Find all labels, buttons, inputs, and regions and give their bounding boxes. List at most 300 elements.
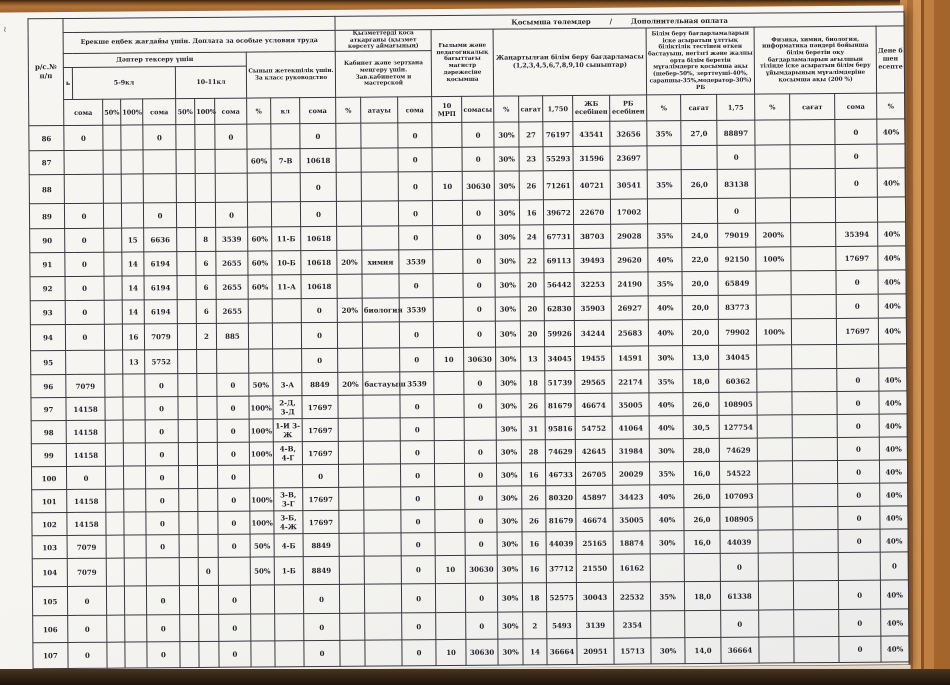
cell: 26 (519, 171, 543, 200)
cell: 56442 (544, 273, 574, 297)
cell (364, 510, 401, 533)
cell: 885 (216, 323, 248, 349)
cell: 10618 (301, 251, 337, 275)
cell (759, 610, 794, 637)
cell: 0 (838, 460, 880, 483)
cell (105, 350, 123, 374)
cell: 25165 (576, 531, 613, 554)
cell: 13,0 (683, 346, 719, 370)
cell: 30% (497, 509, 522, 532)
cell (179, 535, 198, 558)
cell (218, 557, 250, 585)
cell (124, 586, 146, 615)
cell: 54522 (720, 461, 758, 484)
cell: 10 (436, 640, 466, 666)
cell: 46674 (576, 508, 613, 531)
cell: 35% (649, 370, 683, 393)
cell: 108905 (720, 507, 758, 530)
cell (792, 438, 837, 461)
cell: 35% (648, 224, 682, 248)
cell: 14 (122, 252, 144, 276)
cell: 2655 (216, 251, 248, 275)
cell: 8849 (303, 557, 339, 585)
cell: 0 (398, 148, 432, 172)
col-header: кл (271, 98, 300, 124)
cell: 0 (401, 487, 435, 510)
cell (434, 418, 464, 441)
cell (337, 226, 362, 250)
cell (179, 558, 198, 586)
cell: 0 (837, 391, 879, 414)
cell: 0 (462, 200, 494, 225)
cell: 26 (522, 486, 546, 509)
cell: 30% (498, 612, 523, 639)
cell: 38703 (574, 224, 611, 248)
cell: 40721 (573, 170, 610, 199)
cell: 22,0 (682, 248, 718, 272)
cell: 10-Б (272, 251, 301, 275)
cell: 32253 (574, 272, 611, 296)
cell: 30630 (464, 347, 496, 371)
cell: 14591 (612, 346, 649, 370)
cell: 3539 (216, 227, 248, 251)
col-header: % (336, 97, 361, 123)
col-header: 100% (195, 98, 215, 124)
cell: 34045 (719, 345, 757, 369)
salary-table-wrap (27, 11, 909, 669)
cell (177, 228, 196, 252)
cell: 35005 (612, 393, 649, 416)
cell (273, 465, 302, 488)
cell: 30% (497, 486, 522, 509)
cell: 28,0 (683, 439, 719, 462)
cell (198, 585, 218, 614)
cell (178, 350, 197, 374)
cell: 40% (879, 414, 907, 437)
cell: 43541 (573, 121, 610, 146)
cell: 1-И 3-Ж (273, 419, 302, 442)
cell (794, 610, 839, 637)
cell (361, 123, 398, 148)
cell: 0 (217, 442, 249, 465)
cell: 0 (401, 533, 435, 556)
cell: 42645 (575, 439, 612, 462)
cell: 0 (303, 585, 339, 614)
cell (250, 585, 274, 614)
row-number: 91 (30, 253, 65, 277)
cell (103, 150, 121, 174)
cell: 2 (196, 323, 216, 349)
cell: 46733 (546, 463, 576, 486)
cell (106, 558, 124, 586)
cell: 0 (466, 583, 498, 612)
header-cabinet-management: Кабинет және зертхана меңгеру үшін. Зав.кабинетом и мастерской (335, 51, 431, 98)
cell: 30630 (465, 555, 497, 583)
cell: 17697 (836, 318, 878, 344)
cell (681, 146, 717, 170)
cell (106, 512, 124, 535)
cell: 0 (399, 274, 433, 298)
cell (106, 489, 124, 512)
cell (104, 324, 122, 350)
cell (361, 172, 398, 201)
cell (215, 149, 247, 173)
cell: 0 (304, 641, 340, 667)
row-number: 97 (31, 398, 66, 421)
cell: 7079 (66, 374, 105, 397)
cell: 26,0 (684, 485, 720, 508)
cell (64, 150, 103, 174)
cell: 8849 (302, 373, 338, 396)
cell (794, 637, 839, 663)
cell (757, 369, 792, 392)
cell (123, 397, 145, 420)
cell: 40% (878, 294, 906, 318)
cell (337, 274, 362, 298)
cell: 14 (523, 639, 547, 665)
cell: 30% (498, 583, 523, 612)
cell: 40% (878, 318, 906, 344)
row-number: 96 (31, 375, 66, 398)
cell: 17697 (302, 419, 338, 442)
cell: 2655 (216, 275, 248, 299)
cell (363, 395, 400, 418)
cell: 0 (219, 614, 251, 641)
cell: 17697 (836, 246, 878, 270)
row-number: 99 (31, 444, 66, 467)
cell (434, 372, 464, 395)
cell: 30% (496, 440, 521, 463)
cell: 16 (122, 324, 144, 350)
cell: 2655 (216, 299, 248, 323)
cell (790, 120, 835, 145)
cell (757, 345, 792, 369)
cell (790, 169, 835, 198)
cell (143, 174, 176, 203)
cell: 0 (462, 147, 494, 171)
cell (103, 174, 121, 203)
cell (121, 125, 143, 150)
cell: 16,0 (684, 462, 720, 485)
cell: 20029 (613, 462, 650, 485)
cell: 0 (304, 614, 340, 641)
header-banner: Қосымша төлемдер / Дополнительная оплата (335, 12, 904, 30)
cell: 30% (651, 638, 685, 664)
header-pe-fragment: Дене б шен есепте (876, 26, 905, 93)
cell: 32656 (610, 121, 647, 146)
cell: 0 (465, 486, 497, 509)
cell (435, 464, 465, 487)
col-header: сағат (681, 95, 717, 121)
cell: 40% (878, 246, 906, 270)
cell: 10 (435, 556, 465, 584)
cell (179, 586, 198, 615)
cell: 39672 (543, 200, 573, 225)
cell: 60362 (719, 369, 757, 392)
cell: 83138 (717, 169, 755, 198)
cell (340, 584, 365, 613)
cell: 41064 (612, 416, 649, 439)
cell (176, 203, 195, 228)
cell: 40% (880, 506, 908, 529)
cell: 23697 (610, 146, 647, 170)
cell: 7079 (144, 324, 177, 350)
cell: 0 (145, 374, 178, 397)
cell (433, 226, 463, 250)
cell: 20951 (577, 638, 614, 664)
col-header: сома (64, 99, 103, 125)
cell (432, 201, 462, 226)
cell (759, 637, 794, 663)
cell (104, 276, 122, 300)
cell (650, 554, 684, 582)
cell (339, 533, 364, 556)
cell: 0 (399, 226, 433, 250)
cell: 30% (496, 394, 521, 417)
cell (179, 512, 198, 535)
cell: 40% (880, 483, 908, 506)
cell: 92150 (718, 247, 756, 271)
cell: 40% (650, 508, 684, 531)
cell: 0 (400, 418, 434, 441)
cell: 0 (465, 509, 497, 532)
cell: 200% (756, 223, 791, 247)
cell: 0 (301, 323, 337, 349)
cell: 26,0 (684, 508, 720, 531)
cell: 0 (198, 557, 218, 585)
cell: 0 (146, 535, 179, 558)
cell: 14158 (66, 443, 105, 466)
col-header: 50% (103, 99, 121, 125)
cell: 5752 (145, 350, 178, 374)
cell: 40% (879, 437, 907, 460)
cell: 20% (337, 250, 362, 274)
cell: 3-А (273, 373, 302, 396)
cell (757, 415, 792, 438)
cell: 0 (721, 610, 759, 637)
cell: 34244 (574, 320, 611, 346)
cell: 0 (839, 636, 881, 662)
cell (647, 199, 681, 224)
cell (197, 373, 217, 396)
cell (195, 202, 215, 227)
cell: 40% (650, 485, 684, 508)
cell: 3139 (577, 611, 614, 638)
cell (681, 199, 717, 224)
cell: 2-Д, 3-Д (273, 396, 302, 419)
cell (104, 228, 122, 252)
cell (791, 223, 836, 247)
cell (124, 535, 146, 558)
cell (197, 442, 217, 465)
cell: 6 (196, 275, 216, 299)
cell: 14 (122, 300, 144, 324)
cell: 30043 (576, 582, 613, 611)
col-header: сома (300, 98, 336, 124)
cell: 40% (881, 636, 909, 662)
cell (106, 535, 124, 558)
cell: 46674 (575, 393, 612, 416)
col-header: 1,75 (717, 94, 755, 120)
cell: 0 (717, 198, 755, 223)
cell: 35903 (574, 296, 611, 320)
cell: 67731 (544, 225, 574, 249)
cell: химия (362, 250, 399, 274)
cell: 100% (249, 442, 273, 465)
cell (791, 247, 836, 271)
cell: 0 (400, 441, 434, 464)
cell: биология (362, 298, 399, 322)
cell: 6 (196, 251, 216, 275)
cell: 28 (521, 440, 545, 463)
cell: 14158 (66, 397, 105, 420)
cell: 30630 (462, 171, 494, 200)
col-header: % (755, 94, 790, 120)
cell: 30% (494, 200, 519, 225)
cell: 100% (249, 396, 273, 419)
cell: 20,0 (682, 320, 718, 346)
row-number: 98 (31, 421, 66, 444)
header-national-qualification-test: Білім беру бағдарламаларын іске асыратын ұлттық біліктілік тестінен өткен бастауыш, негізгі және жалпы орта білім беретін мұғалімдерге қосымша ақы (шебер-50%, зерттеуші-40%, сарапшы-35%,модератор-30%) РБ (646, 27, 755, 95)
cell: 23 (519, 147, 543, 171)
cell (792, 369, 837, 392)
cell (363, 441, 400, 464)
cell: 0 (145, 420, 178, 443)
header-class-leadership: Сынып жетекшілік үшін. За класс руководство (246, 52, 335, 99)
cell: 0 (217, 373, 249, 396)
cell (338, 395, 363, 418)
cell (106, 586, 124, 615)
row-number: 102 (32, 513, 67, 536)
row-number: 107 (33, 643, 68, 669)
cell: 27 (519, 122, 543, 147)
row-number: 93 (30, 301, 65, 325)
cell (435, 510, 465, 533)
table-row (33, 636, 909, 669)
cell: 14 (122, 276, 144, 300)
cell: 35% (647, 170, 681, 199)
cell: 10618 (301, 275, 337, 299)
cell: 50% (250, 557, 274, 585)
cell: 54752 (575, 416, 612, 439)
cell (877, 144, 905, 168)
cell (272, 299, 301, 323)
cell: 108905 (719, 392, 757, 415)
cell: 59926 (544, 321, 574, 347)
row-number: 89 (29, 204, 64, 229)
cell: 60% (248, 251, 272, 275)
cell: 30% (495, 225, 520, 249)
cell (336, 172, 361, 201)
cell: 65849 (718, 271, 756, 295)
cell: 55293 (543, 147, 573, 171)
cell: 40% (880, 580, 908, 609)
cell (176, 174, 195, 203)
cell: 36664 (721, 637, 759, 663)
cell: 60% (248, 227, 272, 251)
cell (275, 614, 304, 641)
cell (361, 148, 398, 172)
cell: 30% (496, 371, 521, 394)
cell (107, 642, 125, 668)
cell: 29565 (575, 370, 612, 393)
cell: 0 (466, 612, 498, 639)
cell (793, 530, 838, 553)
cell: 0 (465, 463, 497, 486)
cell (177, 276, 196, 300)
cell: 0 (399, 322, 433, 348)
cell: 74629 (719, 438, 757, 461)
cell: 30% (498, 639, 523, 665)
cell (792, 392, 837, 415)
cell: 0 (836, 294, 878, 318)
cell (123, 466, 145, 489)
cell: 34423 (613, 485, 650, 508)
cell (247, 202, 271, 227)
cell: 100% (250, 511, 274, 534)
cell (758, 484, 793, 507)
cell: 15713 (614, 638, 651, 664)
header-notebook-checking: Дәптер тексеру үшін (63, 52, 246, 67)
cell: 26705 (576, 462, 613, 485)
cell (198, 511, 218, 534)
cell: 0 (838, 580, 880, 609)
cell: бастауыш (363, 372, 400, 395)
cell: 7079 (67, 535, 106, 558)
cell (336, 201, 361, 226)
cell (64, 174, 103, 203)
cell (339, 556, 364, 584)
cell (340, 640, 365, 666)
cell (758, 553, 793, 581)
cell: 29028 (611, 224, 648, 248)
cell (879, 344, 907, 368)
cell (274, 585, 303, 614)
document-sheet (0, 5, 909, 671)
cell: 30% (494, 147, 519, 171)
row-number: 103 (32, 536, 67, 559)
cell: 0 (145, 466, 178, 489)
cell: 22532 (613, 582, 650, 611)
cell (215, 173, 247, 202)
cell: 0 (398, 172, 432, 201)
cell (199, 614, 219, 641)
cell: 0 (464, 371, 496, 394)
cell: 31596 (573, 146, 610, 170)
cell: 95816 (545, 417, 575, 440)
row-number: 101 (32, 490, 67, 513)
cell (361, 201, 398, 226)
cell: 0 (146, 586, 179, 615)
cell: 0 (218, 585, 250, 614)
cell: 20,0 (682, 272, 718, 296)
cell: 20% (338, 372, 363, 395)
cell (755, 145, 790, 169)
cell: 0 (143, 125, 176, 150)
cell: 30% (650, 531, 684, 554)
cell: 40% (880, 460, 908, 483)
cell: 26,0 (681, 170, 717, 199)
cell: 10618 (300, 149, 336, 173)
cell (647, 146, 681, 170)
cell: 30% (495, 321, 520, 347)
cell (364, 464, 401, 487)
cell (249, 465, 273, 488)
cell (125, 615, 147, 642)
cell (835, 197, 877, 222)
cell: 20 (520, 321, 544, 347)
cell (123, 374, 145, 397)
